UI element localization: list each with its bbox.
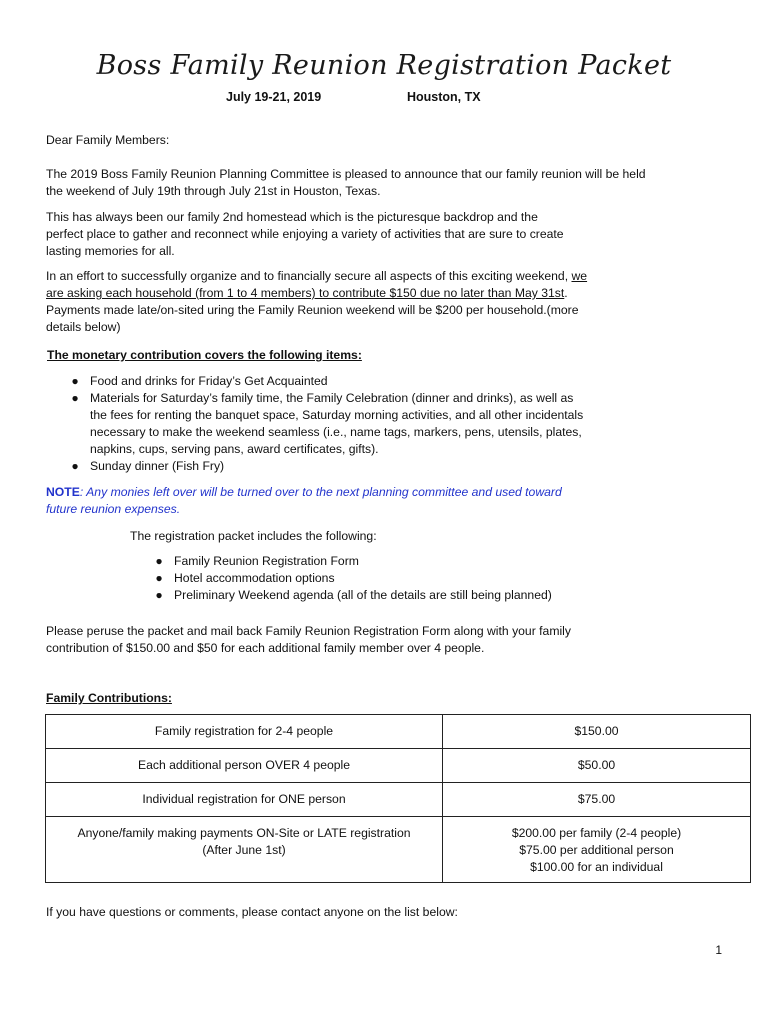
packet-list <box>152 553 652 604</box>
contribution-amount <box>443 817 751 883</box>
bullet-icon: ● <box>71 459 79 473</box>
list-item: ● Sunday dinner (Fish Fry) <box>68 458 588 475</box>
bullet-icon: ● <box>155 554 163 568</box>
bullet-icon: ● <box>155 588 163 602</box>
table-row <box>46 817 751 883</box>
note-paragraph <box>46 484 596 518</box>
contribution-desc: Individual registration for ONE person <box>46 783 443 817</box>
contributions-table <box>45 714 751 883</box>
list-item: ● Materials for Saturday’s family time, the Family Celebration (dinner and drinks), as well as the fees for renting the banquet space, Saturday morning activities, and all other incidentals necessary to make the weekend seamless (i.e., name tags, markers, pens, utensils, plates, napkins, cups, serving pans, award certificates, gifts). <box>68 390 588 458</box>
late-family-amount: $200.00 per family (2-4 people) <box>511 826 682 840</box>
document-title: Boss Family Reunion Registration Packet <box>96 50 672 81</box>
list-item: ● Family Reunion Registration Form <box>152 553 652 570</box>
late-individual-amount: $100.00 for an individual <box>530 860 663 874</box>
contribution-desc: Family registration for 2-4 people <box>46 715 443 749</box>
list-item: ● Hotel accommodation options <box>152 570 652 587</box>
table-row <box>46 749 751 783</box>
contribution-amount: $150.00 <box>443 715 751 749</box>
homestead-paragraph: This has always been our family 2nd homestead which is the picturesque backdrop and the perfect place to gather and reconnect while enjoying a variety of activities that are sure to create lasting memories for all. <box>46 210 564 258</box>
late-additional-amount: $75.00 per additional person <box>519 843 674 857</box>
contribution-amount: $50.00 <box>443 749 751 783</box>
contribution-amount: $75.00 <box>443 783 751 817</box>
list-item: ● Food and drinks for Friday’s Get Acquainted <box>68 373 588 390</box>
bullet-icon: ● <box>71 391 79 405</box>
contribution-late-fee: . Payments made late/on-sited uring the Family Reunion weekend will be $200 per household.(more details below) <box>46 286 579 334</box>
intro-paragraph: The 2019 Boss Family Reunion Planning Committee is pleased to announce that our family reunion will be held the weekend of July 19th through July 21st in Houston, Texas. <box>46 167 646 198</box>
list-item: ● Preliminary Weekend agenda (all of the details are still being planned) <box>152 587 652 604</box>
covers-heading: The monetary contribution covers the following items: <box>47 348 362 362</box>
table-row <box>46 715 751 749</box>
greeting: Dear Family Members: <box>46 133 170 147</box>
bullet-icon: ● <box>71 374 79 388</box>
event-dates: July 19-21, 2019 <box>226 90 322 104</box>
mail-back-paragraph: Please peruse the packet and mail back Family Reunion Registration Form along with your family contribution of $150.00 and $50 for each additional family member over 4 people. <box>46 624 571 655</box>
bullet-icon: ● <box>155 571 163 585</box>
page-number: 1 <box>715 943 722 957</box>
note-text: : Any monies left over will be turned over to the next planning committee and used toward future reunion expenses. <box>46 485 562 516</box>
packet-heading: The registration packet includes the following: <box>130 529 377 543</box>
covers-list <box>68 373 588 475</box>
contribution-desc: Each additional person OVER 4 people <box>46 749 443 783</box>
note-label: NOTE <box>46 485 80 499</box>
closing-paragraph: If you have questions or comments, please contact anyone on the list below: <box>46 905 458 919</box>
contributions-heading: Family Contributions: <box>46 691 172 705</box>
event-location: Houston, TX <box>407 90 481 104</box>
contribution-deadline: we are asking each household (from 1 to 4 members) to contribute $150 due no later than May 31st <box>46 269 588 300</box>
contribution-desc: Anyone/family making payments ON-Site or LATE registration (After June 1st) <box>46 817 443 883</box>
contribution-paragraph <box>46 268 596 336</box>
contribution-intro: In an effort to successfully organize and to financially secure all aspects of this exciting weekend, <box>46 269 569 283</box>
table-row <box>46 783 751 817</box>
